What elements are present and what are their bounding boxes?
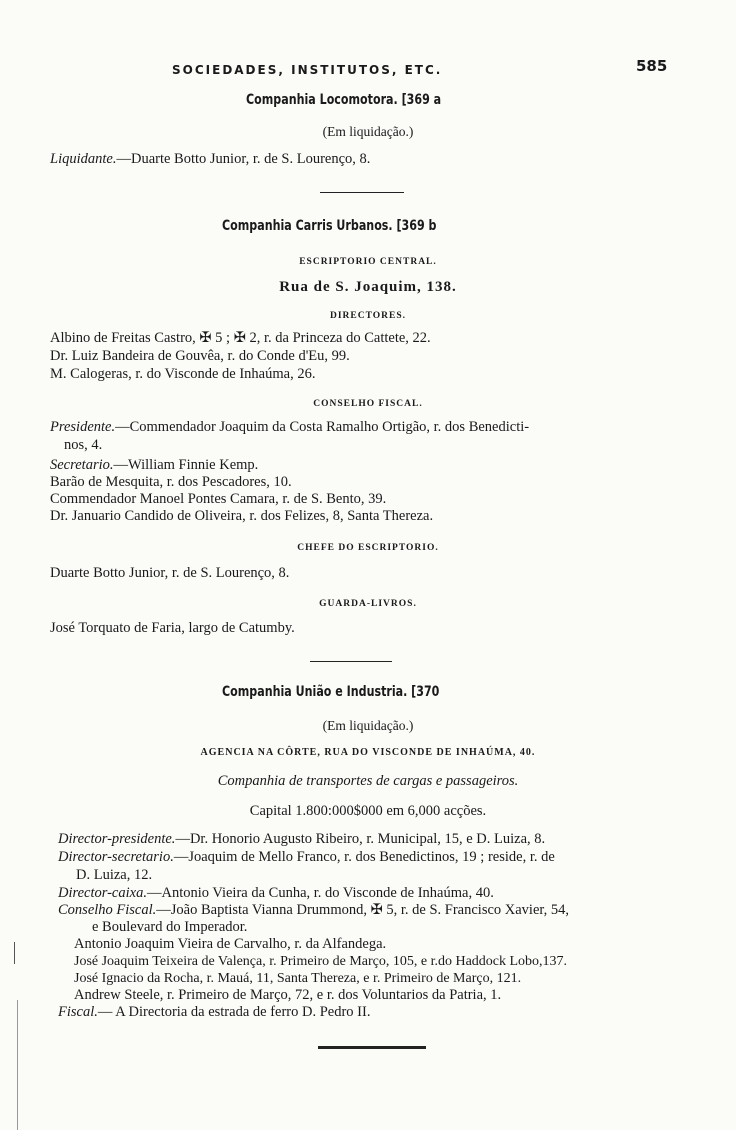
ds-label: Director-secretario. bbox=[58, 849, 174, 865]
presidente-line bbox=[50, 419, 529, 436]
ds-cont: D. Luiza, 12. bbox=[76, 867, 153, 883]
fiscal-label: Fiscal. bbox=[58, 1004, 98, 1020]
section-title-uniao: Companhia União e Industria. [370 bbox=[222, 684, 440, 700]
council-member: Commendador Manoel Pontes Camara, r. de S. Bento, 39. bbox=[50, 491, 387, 507]
company-subtitle-text: Companhia de transportes de cargas e passageiros. bbox=[217, 773, 519, 789]
chief-heading: CHEFE DO ESCRIPTORIO. bbox=[297, 543, 439, 553]
liquidante-label: Liquidante. bbox=[50, 151, 117, 167]
agency-line: AGENCIA NA CÔRTE, RUA DO VISCONDE DE INHAÚMA, 40. bbox=[200, 747, 536, 758]
dc-label: Director-caixa. bbox=[58, 885, 147, 901]
director-line: Albino de Freitas Castro, ✠ 5 ; ✠ 2, r. da Princeza do Cattete, 22. bbox=[50, 330, 431, 346]
status-liquidacao: (Em liquidação.) bbox=[322, 718, 414, 733]
dc-text: —Antonio Vieira da Cunha, r. do Visconde de Inhaúma, 40. bbox=[146, 885, 494, 901]
conselho-fiscal-line bbox=[58, 902, 569, 919]
presidente-label: Presidente. bbox=[50, 419, 116, 435]
fiscal-line bbox=[58, 1004, 370, 1021]
director-caixa-line bbox=[58, 885, 494, 902]
capital-line: Capital 1.800:000$000 em 6,000 acções. bbox=[249, 803, 487, 819]
presidente-cont: nos, 4. bbox=[64, 437, 103, 453]
cf-member: Andrew Steele, r. Primeiro de Março, 72, e r. dos Voluntarios da Patria, 1. bbox=[74, 987, 502, 1003]
secretario-text: —William Finnie Kemp. bbox=[113, 457, 259, 473]
director-line: M. Calogeras, r. do Visconde de Inhaúma, 26. bbox=[50, 366, 316, 382]
bookkeeper-heading: GUARDA-LIVROS. bbox=[319, 599, 417, 609]
margin-rule bbox=[17, 1000, 18, 1130]
section-divider bbox=[320, 192, 404, 193]
margin-mark bbox=[14, 942, 15, 964]
director-line: Dr. Luiz Bandeira de Gouvêa, r. do Conde d'Eu, 99. bbox=[50, 348, 350, 364]
presidente-text: —Commendador Joaquim da Costa Ramalho Ortigão, r. dos Benedicti- bbox=[115, 419, 530, 435]
status-liquidacao: (Em liquidação.) bbox=[322, 124, 414, 139]
dp-label: Director-presidente. bbox=[58, 831, 176, 847]
end-rule bbox=[318, 1046, 426, 1049]
cf-label: Conselho Fiscal. bbox=[58, 902, 157, 918]
cf-member: José Ignacio da Rocha, r. Mauá, 11, Santa Thereza, e r. Primeiro de Março, 121. bbox=[74, 971, 522, 986]
company-subtitle bbox=[0, 773, 736, 790]
secretario-label: Secretario. bbox=[50, 457, 114, 473]
council-heading: CONSELHO FISCAL. bbox=[313, 399, 423, 409]
fiscal-text: — A Directoria da estrada de ferro D. Pedro II. bbox=[97, 1004, 371, 1020]
section-divider bbox=[310, 661, 392, 662]
office-address: Rua de S. Joaquim, 138. bbox=[279, 279, 457, 295]
cf-member: Antonio Joaquim Vieira de Carvalho, r. da Alfandega. bbox=[74, 936, 387, 952]
office-heading: ESCRIPTORIO CENTRAL. bbox=[299, 257, 437, 267]
bookkeeper-line: José Torquato de Faria, largo de Catumby. bbox=[50, 620, 295, 636]
ds-text: —Joaquim de Mello Franco, r. dos Benedictinos, 19 ; reside, r. de bbox=[173, 849, 555, 865]
chief-line: Duarte Botto Junior, r. de S. Lourenço, 8. bbox=[50, 565, 290, 581]
cf-cont: e Boulevard do Imperador. bbox=[92, 919, 248, 935]
directors-heading: DIRECTORES. bbox=[329, 311, 407, 321]
cf-text: —João Baptista Vianna Drummond, ✠ 5, r. de S. Francisco Xavier, 54, bbox=[156, 902, 570, 918]
cf-member: José Joaquim Teixeira de Valença, r. Primeiro de Março, 105, e r.do Haddock Lobo,137. bbox=[74, 954, 568, 969]
section-title-carris: Companhia Carris Urbanos. [369 b bbox=[222, 218, 437, 234]
director-secretario-line bbox=[58, 849, 555, 866]
page-number: 585 bbox=[636, 57, 668, 75]
liquidante-text: —Duarte Botto Junior, r. de S. Lourenço, 8. bbox=[116, 151, 371, 167]
running-title: SOCIEDADES, INSTITUTOS, ETC. bbox=[172, 63, 443, 77]
liquidante-line bbox=[50, 151, 370, 168]
director-presidente-line bbox=[58, 831, 545, 848]
council-member: Barão de Mesquita, r. dos Pescadores, 10. bbox=[50, 474, 292, 490]
section-title-locomotora: Companhia Locomotora. [369 a bbox=[246, 92, 442, 108]
dp-text: —Dr. Honorio Augusto Ribeiro, r. Municipal, 15, e D. Luiza, 8. bbox=[175, 831, 546, 847]
council-member: Dr. Januario Candido de Oliveira, r. dos Felizes, 8, Santa Thereza. bbox=[50, 508, 434, 524]
secretario-line bbox=[50, 457, 258, 474]
